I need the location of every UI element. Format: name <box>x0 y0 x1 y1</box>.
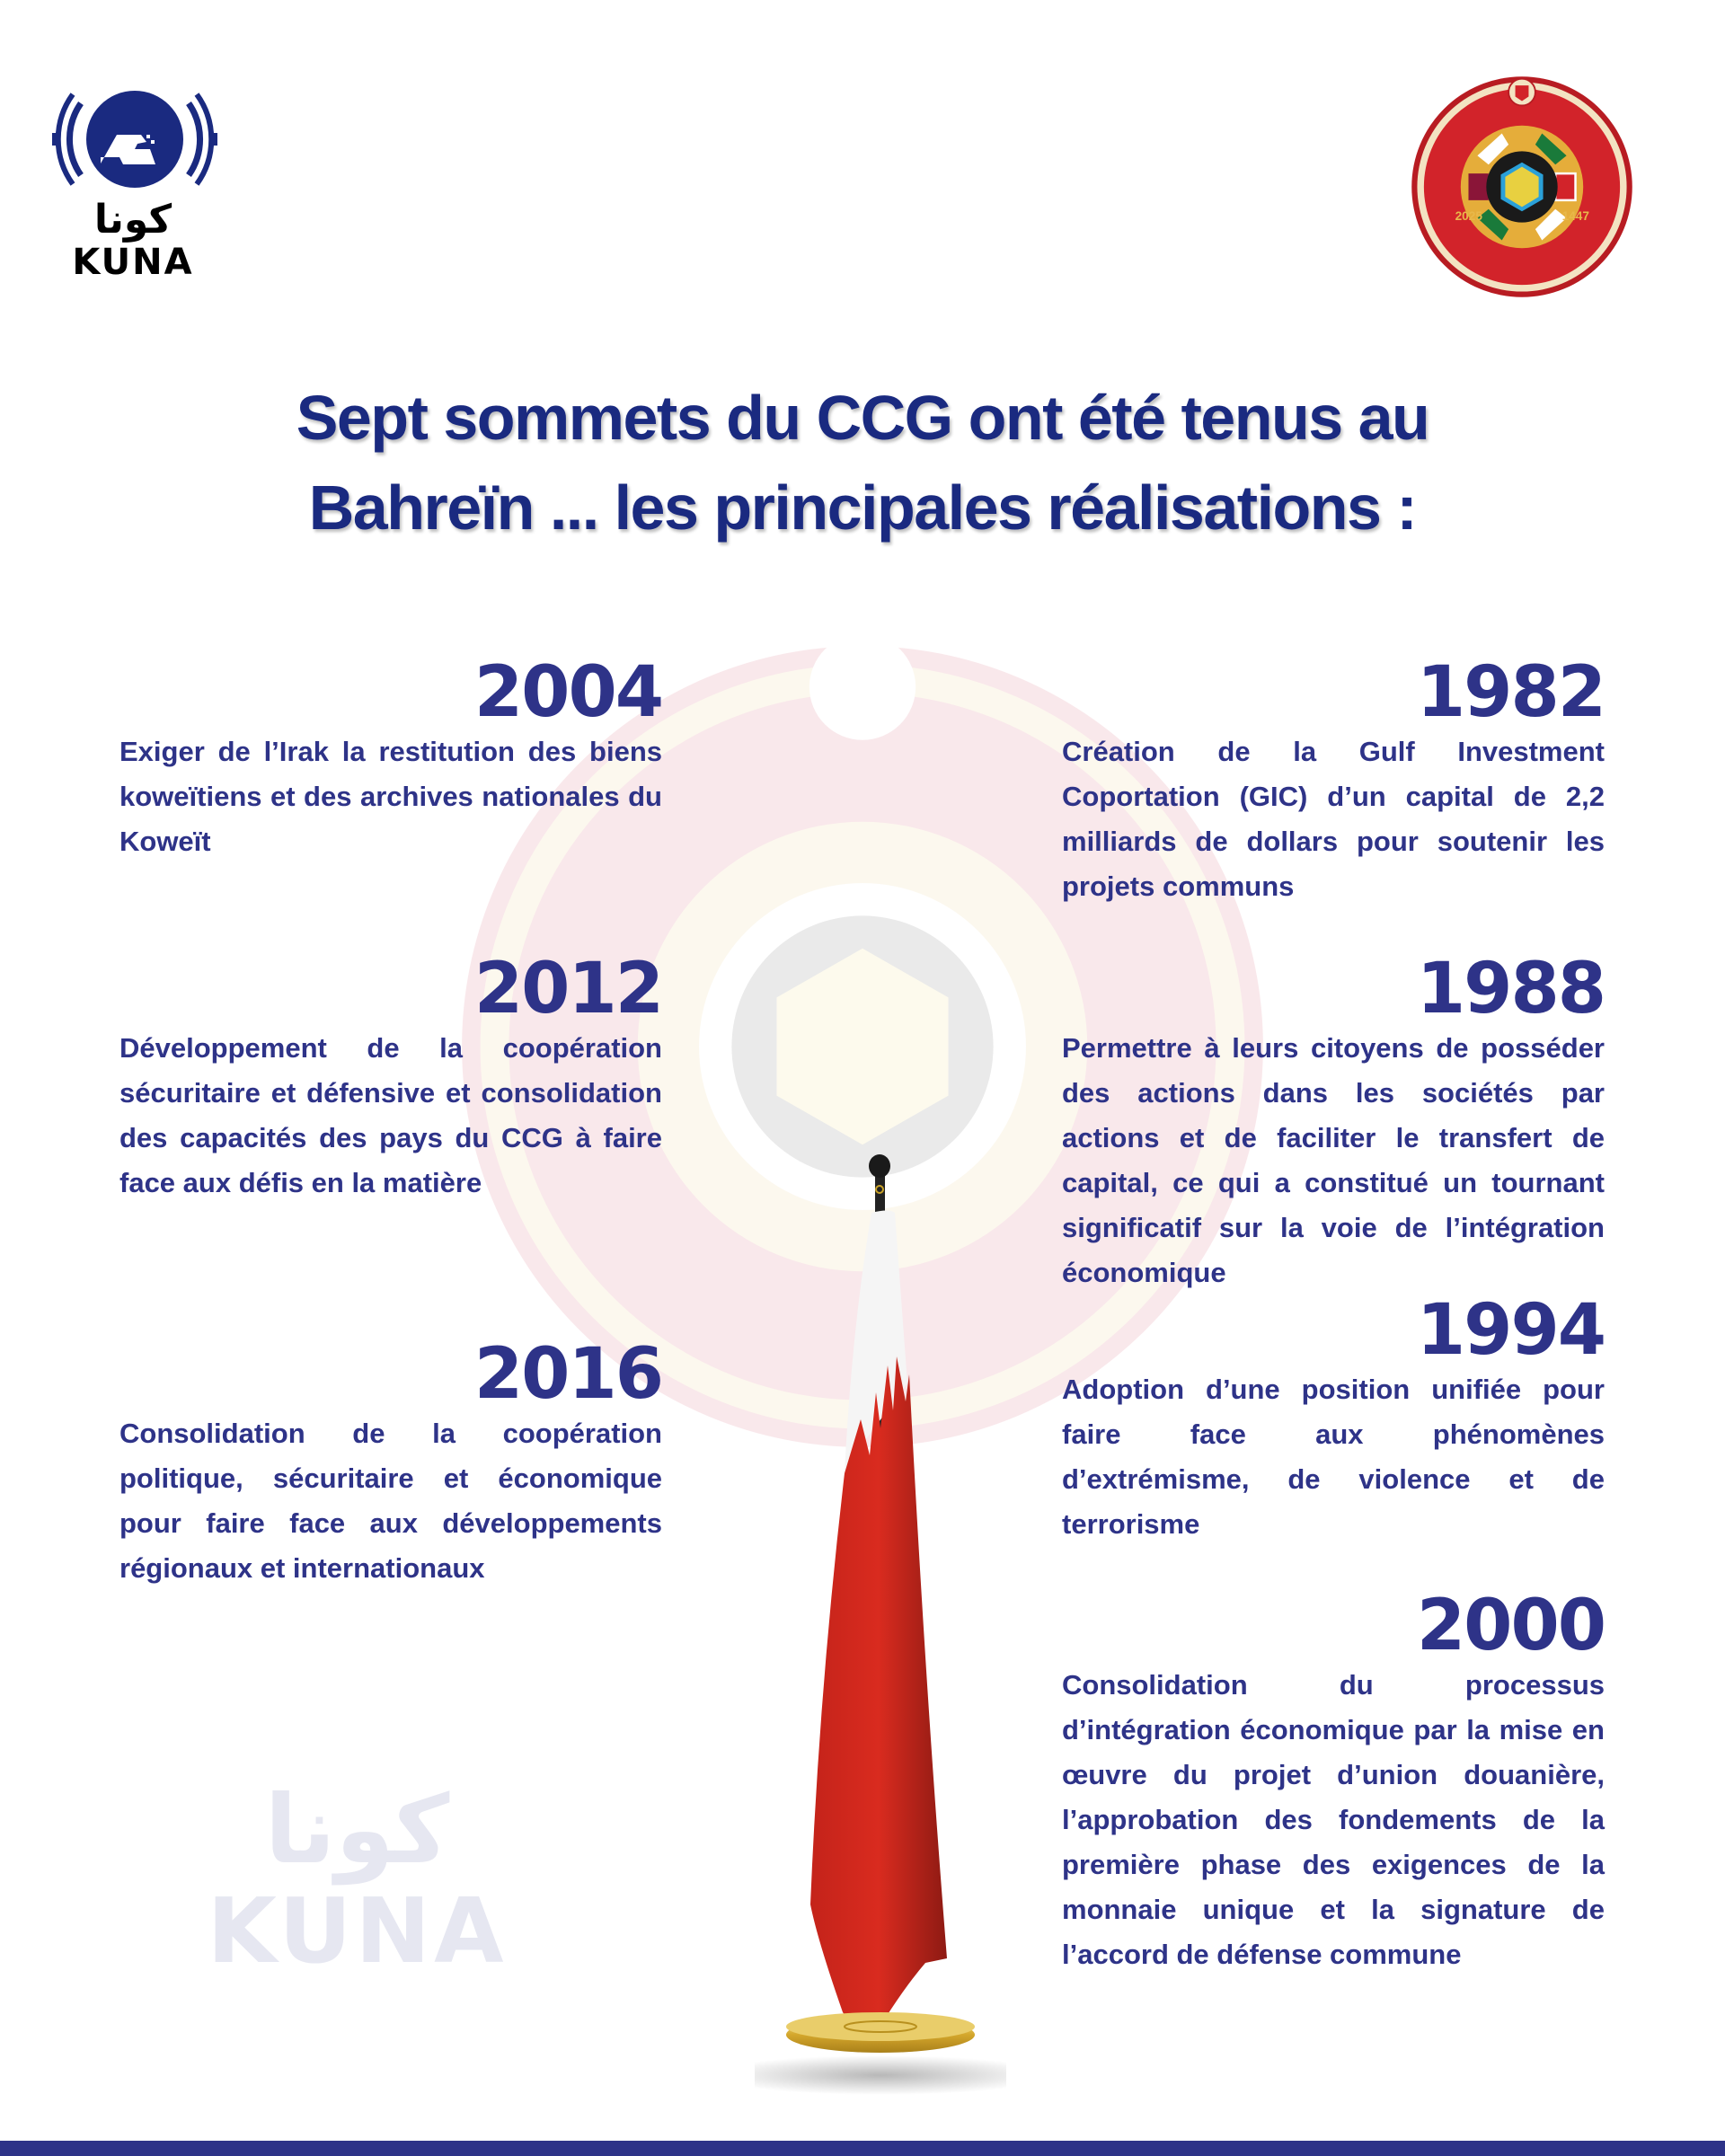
bottom-bar <box>0 2141 1725 2156</box>
entry-year: 1982 <box>1416 652 1605 733</box>
entry-year: 2000 <box>1416 1586 1605 1666</box>
kuna-logo-latin: KUNA <box>72 242 194 283</box>
kuna-globe-icon <box>52 91 217 188</box>
title-line-1: Sept sommets du CCG ont été tenus au <box>296 383 1429 453</box>
emblem-year-right: 1447 <box>1561 209 1589 224</box>
gcc-summit-emblem-icon <box>1411 75 1633 298</box>
kuna-watermark <box>202 1775 512 1985</box>
entry-year: 2012 <box>473 949 662 1029</box>
title-line-2-text: Bahreïn ... les principales réalisations <box>308 473 1381 543</box>
entry-description: Exiger de l’Irak la restitution des biens koweïtiens et des archives nationales du Koweït <box>119 736 662 857</box>
entry-year: 1994 <box>1416 1290 1605 1371</box>
timeline-entry-2012 <box>119 950 662 1206</box>
entry-description: Développement de la coopération sécuritaire et défensive et consolidation des capacités des pays du CCG à faire face aux défis en la matière <box>119 1032 662 1198</box>
entry-description: Consolidation du processus d’intégration économique par la mise en œuvre du projet d’union douanière, l’approbation des fondements de la première phase des exigences de la monnaie unique et la signature de l’accord de défense commune <box>1062 1669 1605 1970</box>
entry-description: Permettre à leurs citoyens de posséder des actions dans les sociétés par actions et de faciliter le transfert de capital, ce qui a constitué un tournant significatif sur la voie de l’intégration économique <box>1062 1032 1605 1288</box>
timeline-entry-2016 <box>119 1336 662 1591</box>
entry-description: Création de la Gulf Investment Coportation (GIC) d’un capital de 2,2 milliards de dollars pour soutenir les projets communs <box>1062 736 1605 902</box>
kuna-watermark-arabic: كونا <box>264 1775 450 1885</box>
title-colon: : <box>1380 473 1417 543</box>
entry-year: 2004 <box>473 652 662 733</box>
timeline-entry-2004 <box>119 654 662 864</box>
bahrain-flag-icon <box>755 1150 1006 2102</box>
timeline-entry-1994 <box>1062 1292 1605 1547</box>
title-line-2 <box>144 463 1581 552</box>
entry-year: 1988 <box>1416 949 1605 1029</box>
kuna-watermark-latin: KUNA <box>207 1878 508 1984</box>
timeline-entry-1988 <box>1062 950 1605 1295</box>
kuna-logo-arabic: كونا <box>93 197 172 243</box>
entry-description: Adoption d’une position unifiée pour faire face aux phénomènes d’extrémisme, de violence et de terrorisme <box>1062 1374 1605 1540</box>
page-title <box>144 373 1581 552</box>
timeline-entry-1982 <box>1062 654 1605 909</box>
timeline-entry-2000 <box>1062 1587 1605 1977</box>
emblem-year-left: 2025 <box>1455 209 1482 224</box>
entry-description: Consolidation de la coopération politique, sécuritaire et économique pour faire face aux développements régionaux et internationaux <box>119 1418 662 1584</box>
entry-year: 2016 <box>473 1334 662 1415</box>
